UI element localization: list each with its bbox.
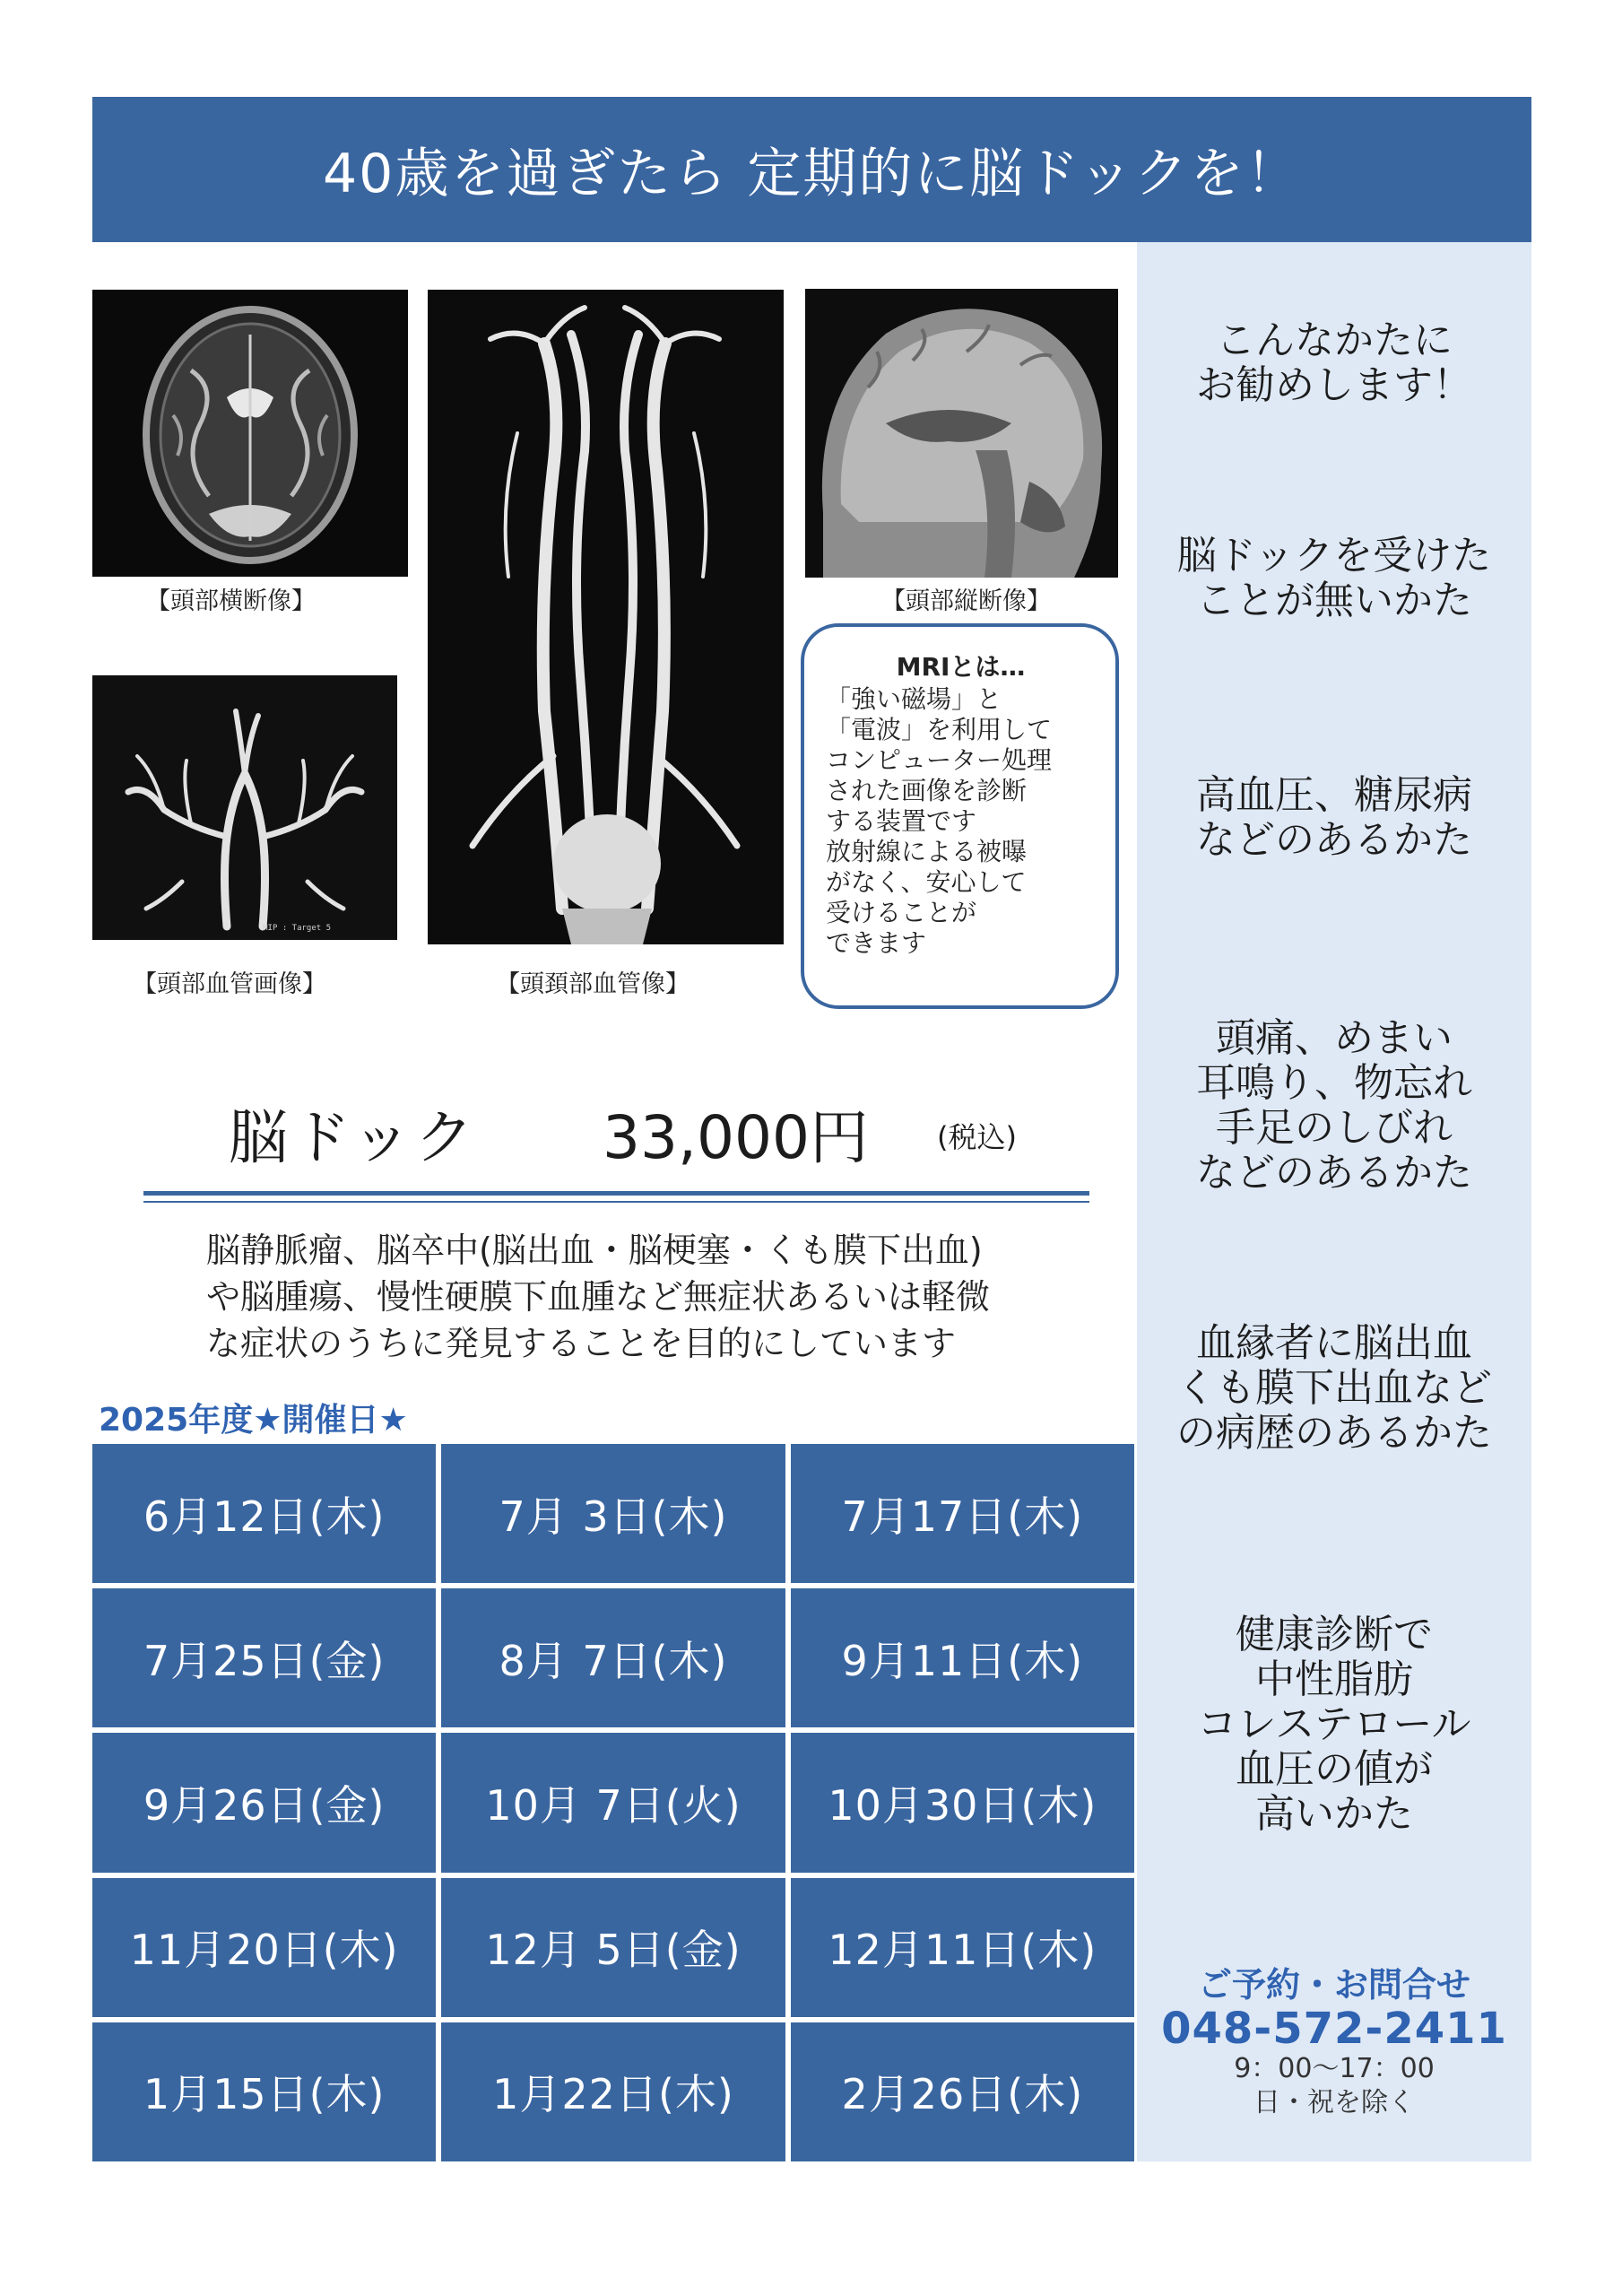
mri-info-line: 受けることが bbox=[826, 898, 977, 927]
schedule-date: 1月22日(木) bbox=[441, 2022, 785, 2161]
sidebar-line: 耳鳴り、物忘れ bbox=[1196, 1060, 1472, 1106]
sidebar-item-health-check bbox=[1137, 1613, 1531, 1837]
sidebar-line: 健康診断で bbox=[1236, 1612, 1433, 1657]
head-vessel-caption: 【頭部血管画像】 bbox=[133, 970, 326, 998]
axial-caption: 【頭部横断像】 bbox=[146, 587, 316, 615]
price-tax-note: (税込) bbox=[937, 1120, 1017, 1154]
schedule-date: 7月17日(木) bbox=[791, 1444, 1134, 1583]
description-line: な症状のうちに発見することを目的にしています bbox=[206, 1324, 957, 1363]
schedule-grid bbox=[92, 1444, 1134, 2161]
schedule-date: 10月30日(木) bbox=[791, 1733, 1134, 1872]
sidebar-heading bbox=[1137, 318, 1531, 408]
description-line: 脳静脈瘤、脳卒中(脳出血・脳梗塞・くも膜下出血) bbox=[206, 1231, 983, 1270]
schedule-date: 8月 7日(木) bbox=[441, 1588, 785, 1727]
price-amount: 33,000円 bbox=[603, 1103, 869, 1172]
mri-info-line: 「電波」を利用して bbox=[826, 715, 1053, 744]
schedule-date: 7月 3日(木) bbox=[441, 1444, 785, 1583]
schedule-date: 1月15日(木) bbox=[92, 2022, 436, 2161]
sidebar-line: 血圧の値が bbox=[1236, 1746, 1433, 1792]
sidebar-line: 血縁者に脳出血 bbox=[1196, 1320, 1472, 1366]
schedule-date: 9月26日(金) bbox=[92, 1733, 436, 1872]
sidebar-line: などのあるかた bbox=[1196, 817, 1472, 863]
contact-info bbox=[1137, 1964, 1531, 2120]
mri-info-title: MRIとは… bbox=[896, 652, 1026, 682]
sidebar-line: お勧めします！ bbox=[1196, 362, 1472, 408]
schedule-date: 7月25日(金) bbox=[92, 1588, 436, 1727]
schedule-date: 6月12日(木) bbox=[92, 1444, 436, 1583]
header-banner bbox=[92, 97, 1531, 242]
sidebar-line: などのあるかた bbox=[1196, 1150, 1472, 1196]
sidebar-item-never-examined bbox=[1137, 534, 1531, 623]
contact-label: ご予約・お問合せ bbox=[1197, 1965, 1470, 2005]
schedule-date: 12月 5日(金) bbox=[441, 1878, 785, 2017]
sidebar-item-hypertension bbox=[1137, 773, 1531, 863]
description bbox=[206, 1227, 990, 1367]
sagittal-mri-image bbox=[805, 289, 1118, 578]
schedule-date: 2月26日(木) bbox=[791, 2022, 1134, 2161]
mri-info-line: がなく、安心して bbox=[826, 867, 1027, 897]
sagittal-caption: 【頭部縦断像】 bbox=[881, 587, 1051, 615]
sidebar-line: 中性脂肪 bbox=[1255, 1657, 1413, 1702]
neck-vessel-mra-image bbox=[428, 290, 784, 944]
sidebar-line: ことが無いかた bbox=[1196, 578, 1472, 623]
recommendation-sidebar bbox=[1137, 242, 1531, 2161]
schedule-title: 2025年度★開催日★ bbox=[99, 1402, 408, 1439]
contact-phone[interactable]: 048-572-2411 bbox=[1161, 2004, 1507, 2054]
mri-info-line: 放射線による被曝 bbox=[826, 837, 1028, 866]
mri-info-line: できます bbox=[826, 928, 927, 958]
neck-vessel-caption: 【頭頚部血管像】 bbox=[496, 970, 690, 998]
head-vessel-mra-image bbox=[92, 675, 397, 940]
mri-info-box bbox=[801, 623, 1119, 1009]
contact-closed-days: 日・祝を除く bbox=[1253, 2087, 1415, 2118]
sidebar-line: 手足のしびれ bbox=[1216, 1105, 1453, 1151]
sidebar-line: の病歴のあるかた bbox=[1176, 1410, 1492, 1456]
price-divider-thin bbox=[143, 1201, 1089, 1203]
price-title: 脳ドック bbox=[229, 1103, 478, 1172]
price-divider bbox=[143, 1191, 1089, 1196]
description-line: や脳腫瘍、慢性硬膜下血腫など無症状あるいは軽微 bbox=[206, 1277, 991, 1317]
sidebar-line: 脳ドックを受けた bbox=[1176, 533, 1492, 578]
schedule-date: 10月 7日(火) bbox=[441, 1733, 785, 1872]
schedule-date: 12月11日(木) bbox=[791, 1878, 1134, 2017]
page-title: 40歳を過ぎたら 定期的に脳ドックを！ bbox=[322, 143, 1302, 205]
sidebar-line: 高血圧、糖尿病 bbox=[1196, 772, 1472, 818]
sidebar-item-family-history bbox=[1137, 1321, 1531, 1456]
axial-mri-image bbox=[92, 290, 408, 577]
price-row bbox=[229, 1090, 1089, 1170]
sidebar-line: 高いかた bbox=[1255, 1791, 1413, 1837]
vessel-overlay-label: MIP : Target 5 bbox=[263, 924, 331, 933]
sidebar-line: コレステロール bbox=[1197, 1701, 1471, 1747]
sidebar-line: 頭痛、めまい bbox=[1216, 1015, 1453, 1061]
sidebar-line: こんなかたに bbox=[1216, 317, 1453, 363]
contact-hours: 9：00〜17：00 bbox=[1234, 2053, 1435, 2084]
sidebar-line: くも膜下出血など bbox=[1176, 1365, 1492, 1411]
mri-info-line: する装置です bbox=[826, 806, 977, 836]
mri-info-line: された画像を診断 bbox=[826, 776, 1028, 805]
sidebar-item-symptoms bbox=[1137, 1016, 1531, 1196]
schedule-date: 11月20日(木) bbox=[92, 1878, 436, 2017]
mri-info-line: コンピューター処理 bbox=[826, 745, 1053, 775]
mri-info-line: 「強い磁場」と bbox=[826, 684, 1002, 714]
schedule-date: 9月11日(木) bbox=[791, 1588, 1134, 1727]
